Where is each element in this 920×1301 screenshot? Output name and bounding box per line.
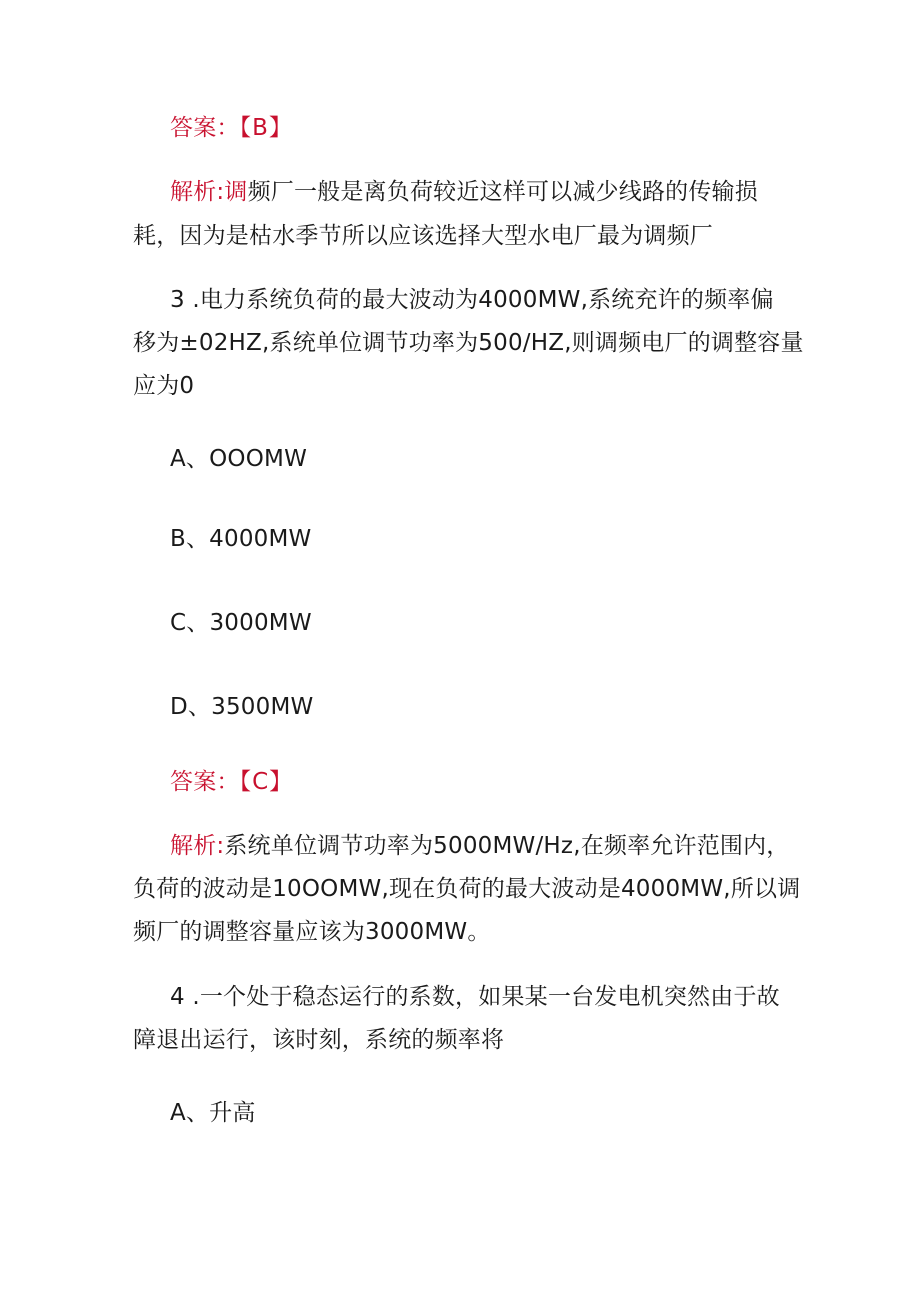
q3-option-b: B、4000MW (170, 526, 312, 552)
q3-option-c: C、3000MW (170, 610, 312, 636)
q3-analysis-line-1 (170, 832, 790, 860)
q4-stem-line-1: 4 .一个处于稳态运行的系数，如果某一台发电机突然由于故 (170, 984, 780, 1010)
q3-option-d: D、3500MW (170, 694, 314, 720)
answer-value: 【C】 (239, 769, 294, 795)
q2-analysis-line-1 (170, 178, 758, 206)
analysis-label: 解析: (170, 179, 225, 205)
analysis-label: 解析: (170, 833, 225, 859)
q3-stem-line-3: 应为0 (133, 373, 195, 399)
q3-stem-line-2: 移为±02HZ,系统单位调节功率为500/HZ,则调频电厂的调整容量 (133, 330, 804, 356)
q2-answer (170, 114, 293, 142)
analysis-highlight: 调 (224, 179, 248, 205)
answer-value: 【B】 (239, 115, 293, 141)
q3-answer (170, 768, 293, 796)
answer-label: 答案： (170, 115, 240, 141)
q4-option-a: A、升高 (170, 1100, 256, 1126)
analysis-text: 系统单位调节功率为5000MW/Hz,在频率允许范围内， (224, 833, 790, 859)
q2-analysis-line-2: 耗，因为是枯水季节所以应该选择大型水电厂最为调频厂 (133, 223, 713, 249)
q3-option-a: A、OOOMW (170, 446, 308, 472)
q4-stem-line-2: 障退出运行，该时刻，系统的频率将 (133, 1027, 505, 1053)
answer-label: 答案： (170, 769, 240, 795)
q3-analysis-line-2: 负荷的波动是10OOMW,现在负荷的最大波动是4000MW,所以调 (133, 876, 801, 902)
q3-analysis-line-3: 频厂的调整容量应该为3000MW。 (133, 919, 491, 945)
analysis-text: 频厂一般是离负荷较近这样可以减少线路的传输损 (247, 179, 758, 205)
q3-stem-line-1: 3 .电力系统负荷的最大波动为4000MW,系统充许的频率偏 (170, 287, 774, 313)
